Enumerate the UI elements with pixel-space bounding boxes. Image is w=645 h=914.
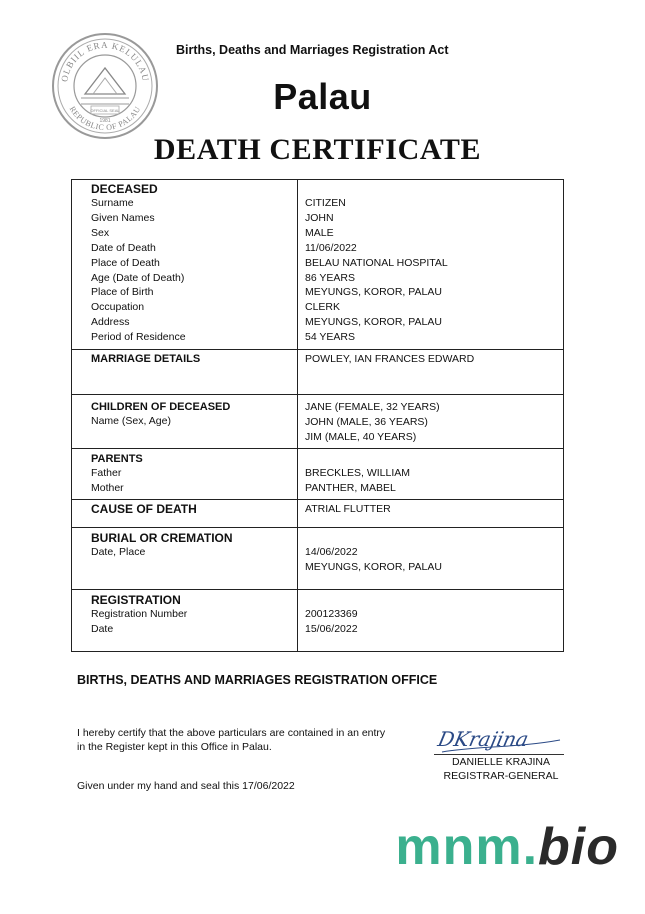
field-value: BELAU NATIONAL HOSPITAL [305, 256, 448, 269]
field-value: CITIZEN [305, 197, 346, 209]
certificate-table [71, 179, 564, 652]
burial-place: MEYUNGS, KOROR, PALAU [305, 560, 442, 573]
signature-line [434, 754, 564, 755]
child-value: JIM (MALE, 40 YEARS) [305, 430, 417, 443]
cause-value: ATRIAL FLUTTER [305, 502, 391, 515]
registrar-title: REGISTRAR-GENERAL [443, 769, 559, 782]
certify-line: in the Register kept in this Office in Palau. [77, 741, 272, 753]
field-label: Period of Residence [91, 331, 186, 344]
children-heading: CHILDREN OF DECEASED [91, 401, 231, 414]
field-label: Date of Death [91, 241, 156, 254]
burial-date: 14/06/2022 [305, 545, 358, 558]
registrar-name: DANIELLE KRAJINA [451, 756, 551, 768]
field-value: 54 YEARS [305, 331, 356, 344]
child-value: JOHN (MALE, 36 YEARS) [305, 415, 428, 428]
given-under-seal-text: Given under my hand and seal this 17/06/2022 [77, 780, 295, 792]
field-label: Sex [91, 226, 110, 239]
field-label: Place of Death [91, 256, 160, 269]
country-name: Palau [273, 76, 372, 117]
field-value: MEYUNGS, KOROR, PALAU [305, 286, 442, 299]
field-label: Age (Date of Death) [91, 271, 185, 284]
field-label: Place of Birth [91, 286, 154, 299]
seal-bottom-text: REPUBLIC OF PALAU [67, 104, 143, 133]
father-value: BRECKLES, WILLIAM [305, 466, 411, 479]
act-heading: Births, Deaths and Marriages Registration Act [176, 43, 449, 57]
field-value: 11/06/2022 [305, 241, 357, 254]
signature [436, 722, 566, 758]
burial-heading: BURIAL OR CREMATION [91, 530, 233, 545]
field-label: Given Names [91, 211, 155, 224]
mother-value: PANTHER, MABEL [305, 481, 396, 494]
deceased-heading: DECEASED [91, 182, 158, 196]
seal-top-text: OLBIIL ERA KELULAU [59, 39, 151, 83]
cause-section [72, 499, 564, 527]
seal-center-text: OFFICIAL SEAL [90, 108, 120, 113]
seal-year: 1981 [99, 118, 111, 124]
field-label: Registration Number [91, 607, 188, 620]
field-value: JOHN [305, 211, 334, 224]
field-label: Occupation [91, 301, 145, 314]
field-label: Surname [91, 197, 134, 209]
field-value: 86 YEARS [305, 271, 356, 284]
registration-section [72, 589, 564, 651]
cause-heading: CAUSE OF DEATH [91, 501, 197, 516]
parents-heading: PARENTS [91, 452, 143, 465]
marriage-section [72, 350, 564, 395]
children-section [72, 395, 564, 449]
brand-watermark [395, 817, 619, 877]
brand-part-1: mnm. [395, 818, 539, 876]
brand-part-2: bio [538, 818, 619, 876]
marriage-heading: MARRIAGE DETAILS [91, 353, 201, 366]
burial-section [72, 527, 564, 589]
certify-line: I hereby certify that the above particulars are contained in an entry [77, 727, 386, 739]
field-label: Mother [91, 481, 124, 494]
child-value: JANE (FEMALE, 32 YEARS) [305, 401, 440, 414]
signature-text: DKrajina [436, 727, 531, 751]
field-label: Name (Sex, Age) [91, 415, 171, 428]
field-label: Date, Place [91, 545, 146, 558]
field-value: MALE [305, 226, 334, 239]
registration-date: 15/06/2022 [305, 622, 358, 635]
marriage-value: POWLEY, IAN FRANCES EDWARD [305, 353, 475, 366]
field-label: Date [91, 622, 114, 635]
registration-heading: REGISTRATION [91, 592, 181, 607]
parents-section [72, 448, 564, 499]
registrar-block [426, 756, 576, 783]
deceased-section [72, 180, 564, 350]
field-label: Father [91, 466, 122, 479]
field-label: Address [91, 316, 130, 329]
field-value: CLERK [305, 301, 341, 314]
certification-text [77, 726, 422, 754]
office-heading: BIRTHS, DEATHS AND MARRIAGES REGISTRATION OFFICE [77, 673, 438, 687]
field-value: MEYUNGS, KOROR, PALAU [305, 316, 442, 329]
registration-number: 200123369 [305, 607, 358, 620]
document-title: DEATH CERTIFICATE [153, 133, 482, 166]
